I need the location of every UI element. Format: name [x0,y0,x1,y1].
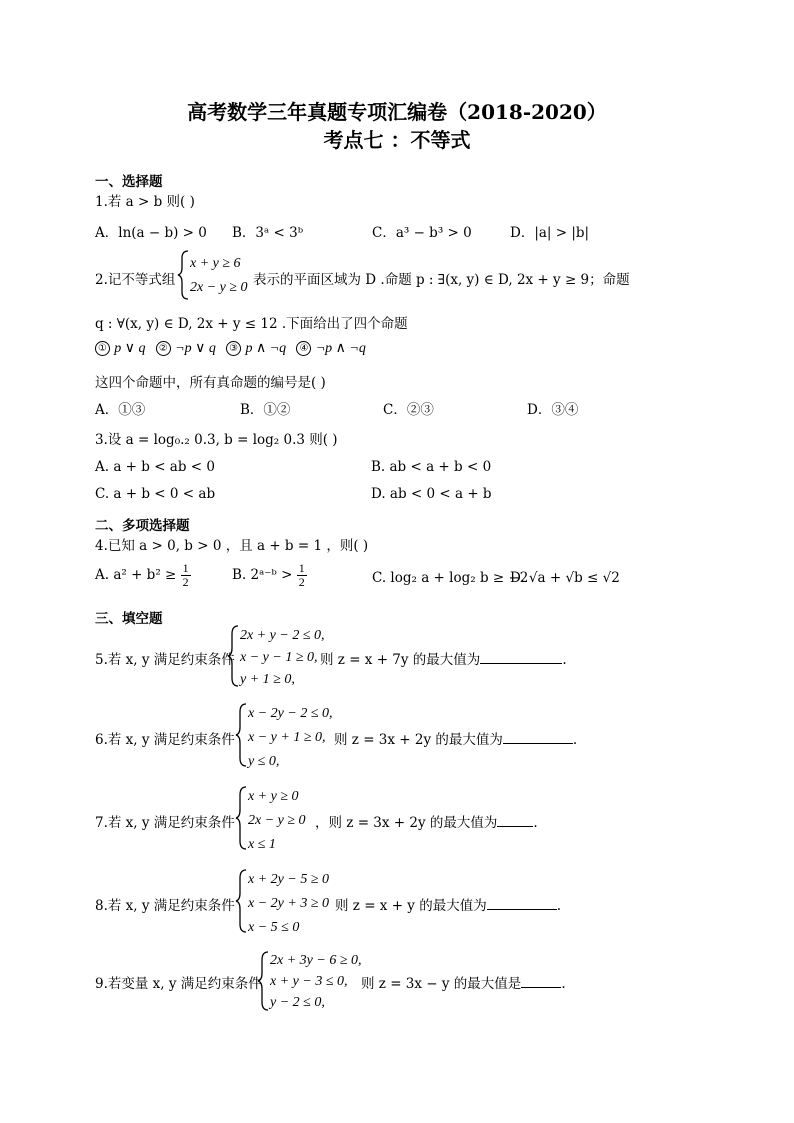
q8-ineq-2: x − 2y + 3 ≥ 0 [248,896,330,911]
q9-post [361,972,566,992]
q9-ineq-1: 2x + 3y − 6 ≥ 0, [270,953,362,968]
q2-option-d: D．③④ [527,402,579,418]
q2-prop-2: ¬p ∨ q [175,341,216,356]
q2-prop-1: p ∨ q [114,341,146,356]
section-choice: 一、选择题 [95,174,163,190]
q2-ineq-2: 2x − y ≥ 0 [190,280,248,295]
q4-option-b-fraction [297,562,307,589]
q4-option-a-text: A. a² + b² ≥ [95,567,177,583]
q4-option-c: C. log₂ a + log₂ b ≥ −2 [372,570,529,586]
q2-pre: 2.记不等式组 [95,272,176,288]
q8-post-text: 则 z = x + y 的最大值为 [335,898,487,914]
q9-end: . [561,976,566,992]
q5-ineq-1: 2x + y − 2 ≤ 0, [240,628,325,643]
q3-option-d: D. ab < 0 < a + b [371,486,492,502]
q6-end: . [572,732,578,748]
q6-post [334,728,577,748]
document-title: 高考数学三年真题专项汇编卷（2018-2020） [187,100,607,124]
q5-end: . [562,652,567,668]
q7-pre: 7.若 x, y 满足约束条件 [95,815,235,831]
q6-ineq-3: y ≤ 0, [248,754,280,769]
q7-ineq-1: x + y ≥ 0 [248,789,299,804]
q7-answer-blank[interactable] [497,814,533,827]
q3-option-b: B. ab < a + b < 0 [371,459,492,475]
q2-line2: q : ∀(x, y) ∈ D, 2x + y ≤ 12 .下面给出了四个命题 [95,316,408,332]
circle-1-icon: ① [95,341,110,356]
q4-option-a-fraction [181,562,191,589]
document-subtitle: 考点七 ：不等式 [323,128,471,152]
q7-post-text: ，则 z = 3x + 2y 的最大值为 [315,815,498,831]
q1-option-c: C．a³ − b³ > 0 [372,225,472,241]
q7-ineq-2: 2x − y ≥ 0 [248,813,306,828]
q4-option-d: D. √a + √b ≤ √2 [510,570,620,586]
circle-3-icon: ③ [226,341,241,356]
q9-ineq-2: x + y − 3 ≤ 0, [270,974,348,989]
q2-ask: 这四个命题中，所有真命题的编号是( ) [95,375,326,391]
section-multi-choice: 二、多项选择题 [95,518,190,534]
q2-option-b: B．①② [240,402,291,418]
q1-option-a: A．ln(a − b) > 0 [95,225,207,241]
q5-post [320,648,567,668]
q9-ineq-3: y − 2 ≤ 0, [270,995,325,1010]
q1-stem: 1.若 a > b 则( ) [95,194,195,210]
q9-post-text: 则 z = 3x − y 的最大值是 [361,976,522,992]
q3-option-c: C. a + b < 0 < ab [95,486,216,502]
q7-ineq-3: x ≤ 1 [248,837,276,852]
q4-stem: 4.已知 a > 0, b > 0 ，且 a + b = 1 ，则( ) [95,538,369,554]
q5-answer-blank[interactable] [480,651,562,664]
q8-pre: 8.若 x, y 满足约束条件 [95,898,235,914]
circle-4-icon: ④ [296,341,311,356]
q2-ineq-1: x + y ≥ 6 [190,256,241,271]
q2-prop-3: p ∧ ¬q [245,341,287,356]
q5-pre: 5.若 x, y 满足约束条件 [95,652,235,668]
q5-ineq-2: x − y − 1 ≥ 0, [240,650,318,665]
q2-post: 表示的平面区域为 D .命题 p : ∃(x, y) ∈ D, 2x + y ≥ 9；命题 [253,272,630,288]
fraction-numerator: 1 [298,561,305,575]
q5-ineq-3: y + 1 ≥ 0, [240,672,295,687]
q8-answer-blank[interactable] [487,897,557,910]
q2-option-a: A．①③ [95,402,146,418]
q8-end: . [556,898,562,914]
q6-ineq-2: x − y + 1 ≥ 0, [248,730,326,745]
q2-propositions [95,340,366,357]
q3-option-a: A. a + b < ab < 0 [95,459,215,475]
q2-prop-4: ¬p ∧ ¬q [315,341,366,356]
q7-post [315,811,538,831]
q6-answer-blank[interactable] [503,731,573,744]
fraction-numerator: 1 [182,561,189,575]
q6-pre: 6.若 x, y 满足约束条件 [95,732,235,748]
q8-ineq-3: x − 5 ≤ 0 [248,920,300,935]
q6-ineq-1: x − 2y − 2 ≤ 0, [248,706,333,721]
q9-pre: 9.若变量 x, y 满足约束条件 [95,976,262,992]
circle-2-icon: ② [156,341,171,356]
q2-option-c: C．②③ [383,402,434,418]
q4-option-b-text: B. 2ᵃ⁻ᵇ > [232,567,293,583]
fraction-denominator: 2 [182,575,189,589]
q5-post-text: 则 z = x + 7y 的最大值为 [320,652,481,668]
q8-post [335,894,561,914]
fraction-denominator: 2 [298,575,305,589]
q4-option-a [95,562,191,589]
q3-stem: 3.设 a = log₀.₂ 0.3, b = log₂ 0.3 则( ) [95,432,338,448]
q1-option-d: D．|a| > |b| [510,225,590,241]
section-fill-in: 三、填空题 [95,611,163,627]
q9-answer-blank[interactable] [521,975,561,988]
q4-option-b [232,562,307,589]
q6-post-text: 则 z = 3x + 2y 的最大值为 [334,732,503,748]
q7-end: . [533,815,538,831]
q8-ineq-1: x + 2y − 5 ≥ 0 [248,872,330,887]
q1-option-b: B．3ᵃ < 3ᵇ [232,225,304,241]
